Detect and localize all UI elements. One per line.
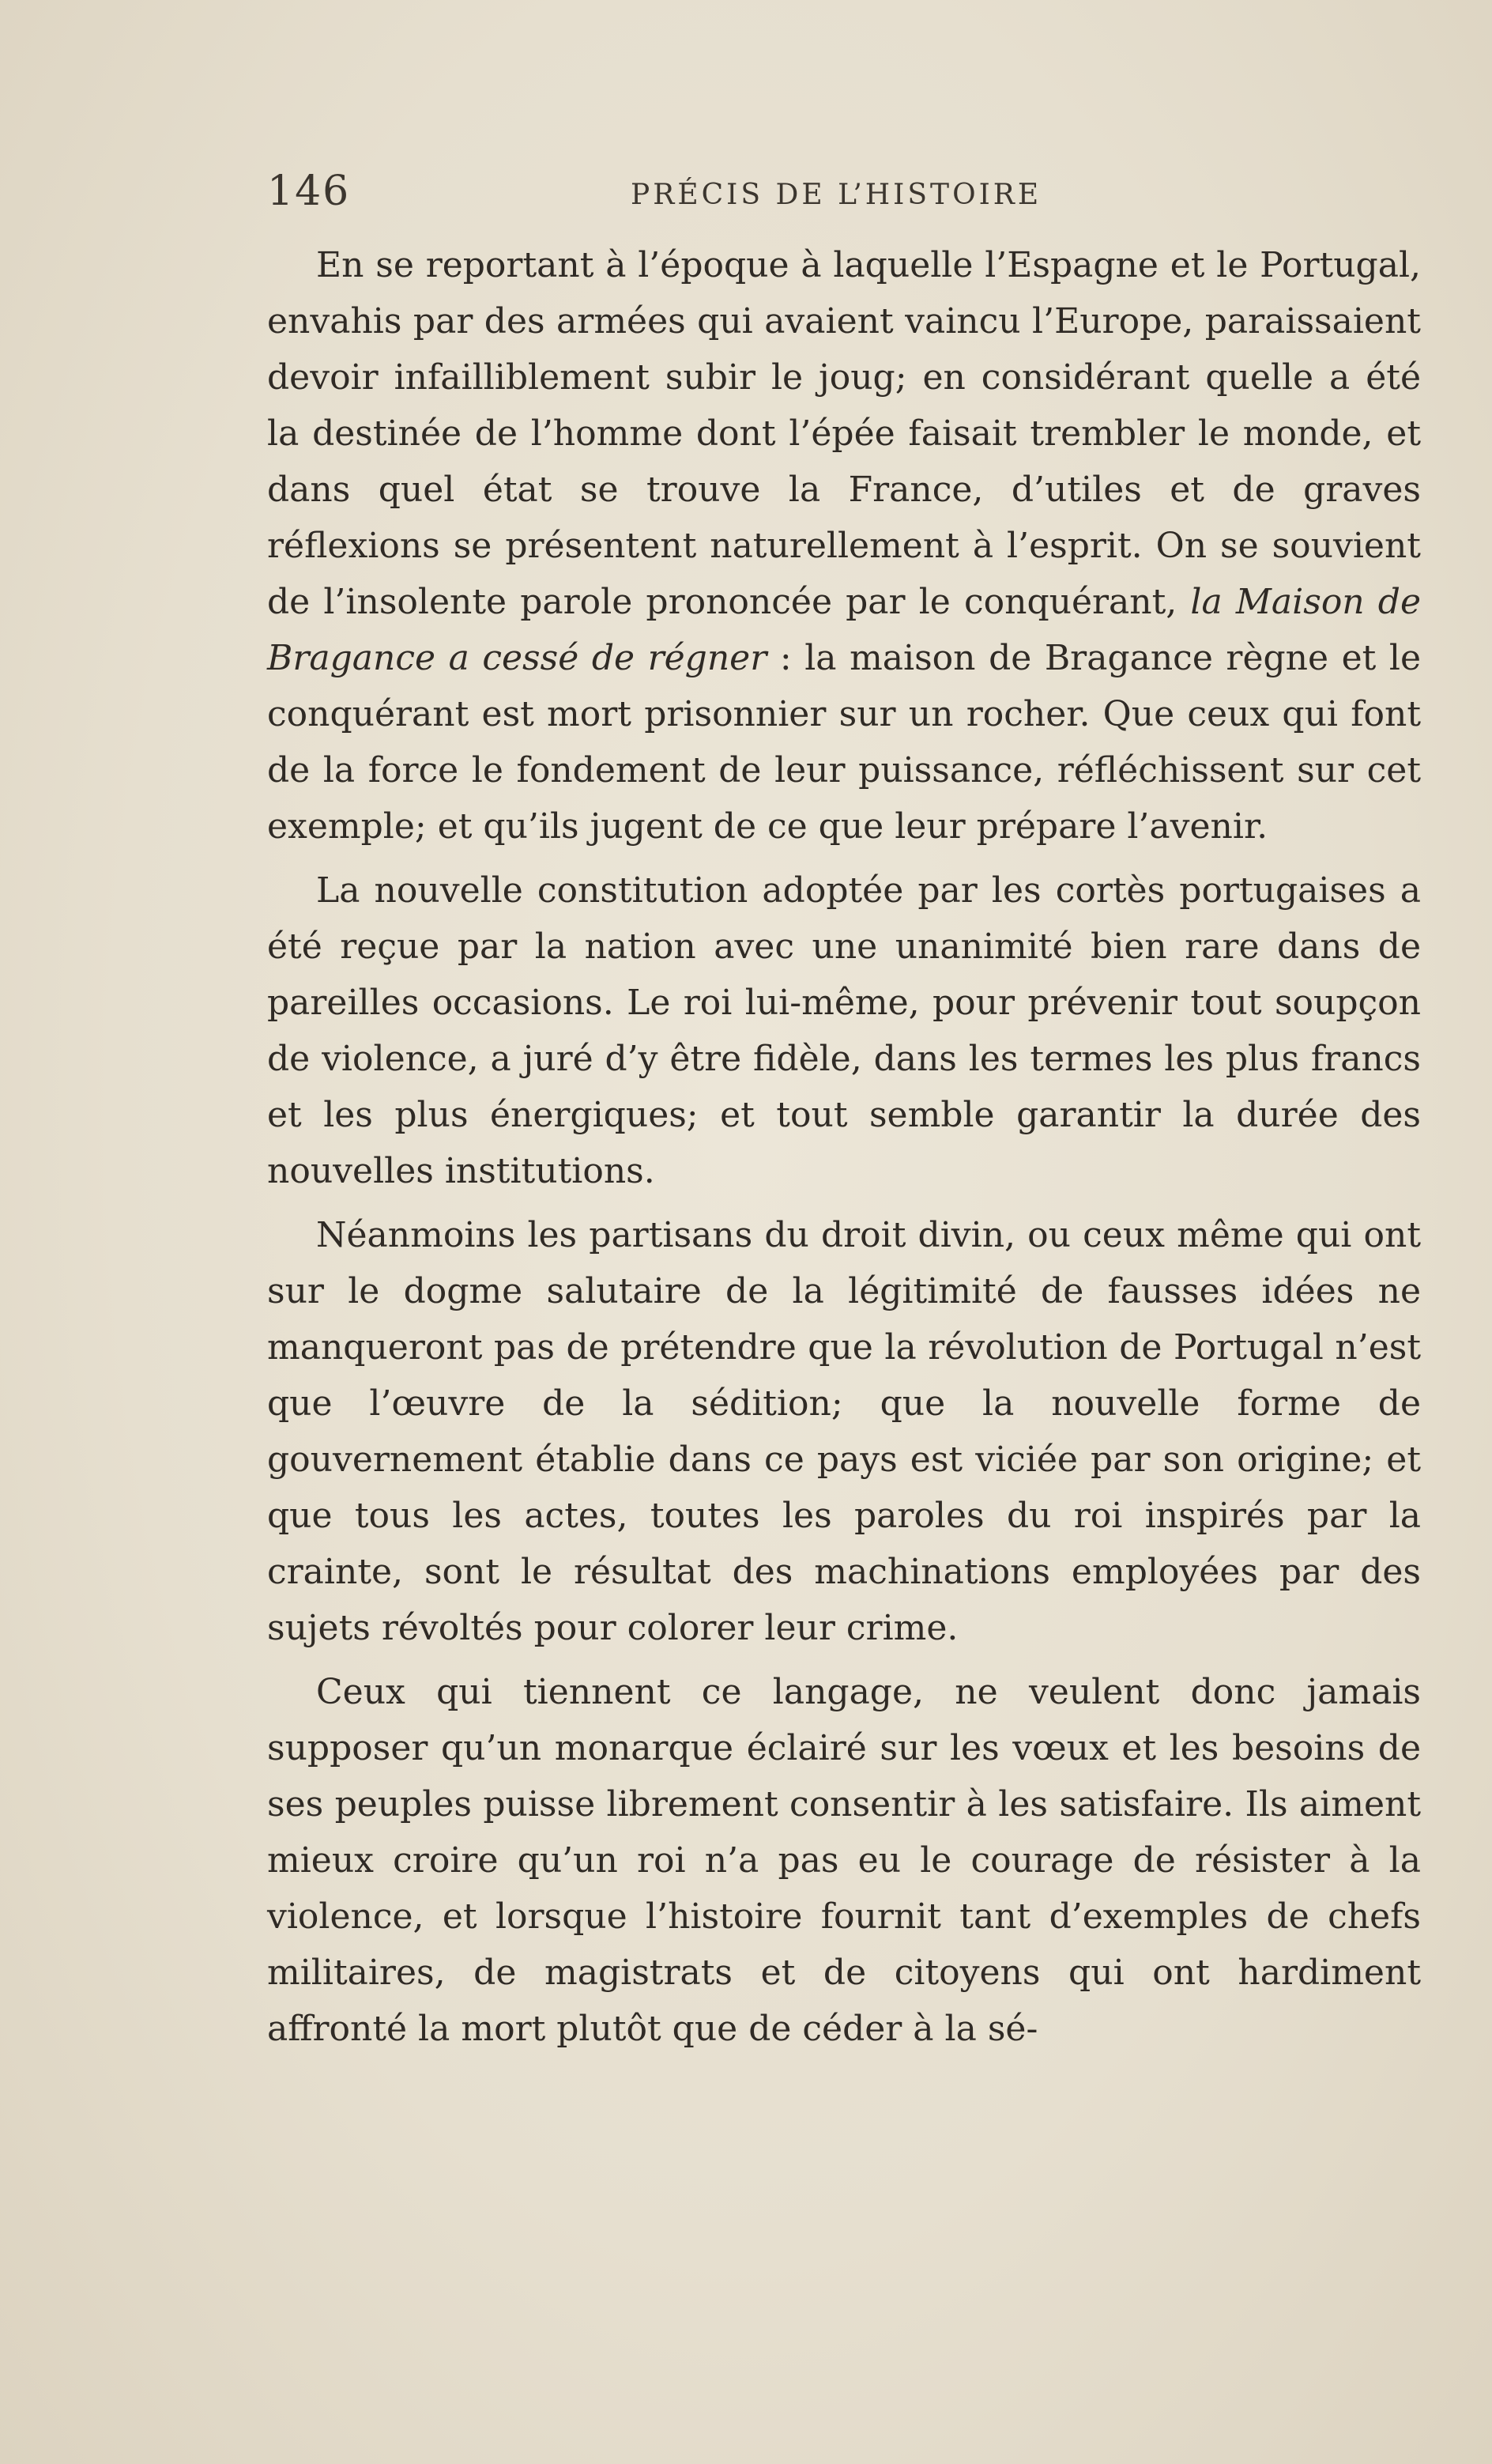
paragraph-3: Néanmoins les partisans du droit divin, ou ceux même qui ont sur le dogme salutaire de la légitimité de fausses idées ne manqueront pas de prétendre que la révolution de Portugal n’est que l’œuvre de la sédition; que la nouvelle forme de gouvernement établie dans ce pays est viciée par son origine; et que tous les actes, toutes les paroles du roi inspirés par la crainte, sont le résultat des machinations employées par des sujets révoltés pour colorer leur crime.	[267, 1215, 1421, 1648]
paragraph-2: La nouvelle constitution adoptée par les cortès portugaises a été reçue par la nation avec une unanimité bien rare dans de pareilles occasions. Le roi lui-même, pour prévenir tout soupçon de violence, a juré d’y être fidèle, dans les termes les plus francs et les plus énergiques; et tout semble garantir la durée des nouvelles institutions.	[267, 870, 1421, 1191]
paragraph-1-text-start: En se reportant à l’époque à laquelle l’Espagne et le Portugal, envahis par des armées qui avaient vaincu l’Europe, paraissaient devoir infailliblement subir le joug; en considérant quelle a été la destinée de l’homme dont l’épée faisait trembler le monde, et dans quel état se trouve la France, d’utiles et de graves réflexions se présentent naturellement à l’esprit. On se souvient de l’insolente parole prononcée par le conquérant,	[267, 245, 1421, 622]
page-number: 146	[267, 168, 351, 215]
paragraph-4: Ceux qui tiennent ce langage, ne veulent donc jamais supposer qu’un monarque éclairé sur les vœux et les besoins de ses peuples puisse librement consentir à les satisfaire. Ils aiment mieux croire qu’un roi n’a pas eu le courage de résister à la violence, et lorsque l’histoire fournit tant d’exemples de chefs militaires, de magistrats et de citoyens qui ont hardiment affronté la mort plutôt que de céder à la sé-	[267, 1672, 1421, 2049]
page-header	[267, 168, 1421, 217]
italic-quote: la Maison de Bragance a cessé de régner	[267, 582, 1421, 678]
paragraph-1-text-end: : la maison de Bragance règne et le conquérant est mort prisonnier sur un rocher. Que ceux qui font de la force le fondement de leur puissance, réfléchissent sur cet exemple; et qu’ils jugent de ce que leur prépare l’avenir.	[267, 638, 1421, 847]
body-text	[267, 237, 1421, 2065]
running-title: PRÉCIS DE L’HISTOIRE	[631, 179, 1042, 211]
paragraph-1	[267, 237, 1421, 855]
